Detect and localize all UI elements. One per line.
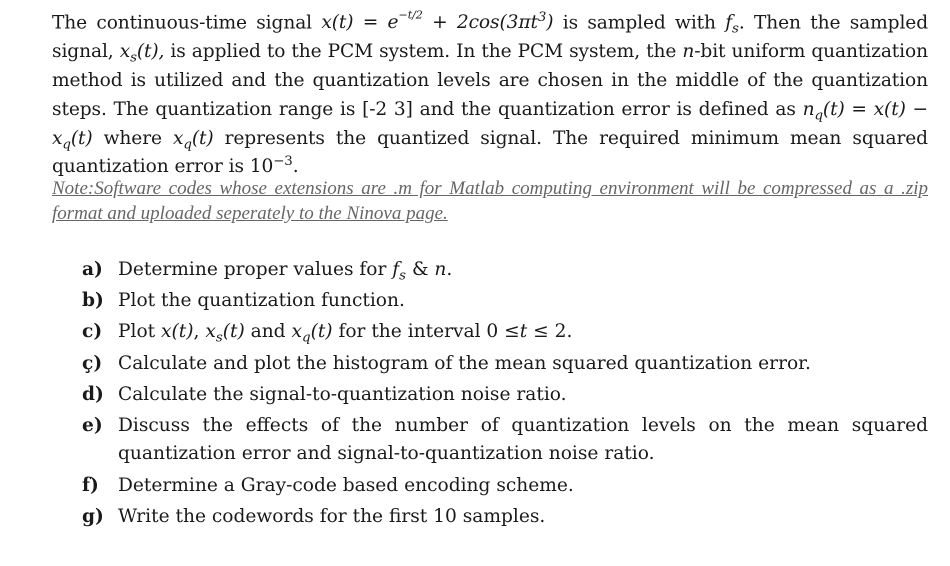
exponent-fraction: −t/2 (398, 9, 423, 22)
problem-statement (52, 2, 928, 182)
intro-text-5: -bit uniform quantization method is utilized and the quantization levels are chosen in the middle of the quantization steps. The quantization range is [-2 3] and the quantization error is defined as (52, 41, 928, 120)
task-list (82, 256, 928, 534)
task-a: a) Determine proper values for $f_s$ & n. (82, 256, 928, 284)
task-text: Calculate the signal-to-quantization noise ratio. (118, 383, 567, 405)
task-c: c) Plot x(t), $x_s(t)$ and $x_q(t)$ for the interval 0 ≤t ≤ 2. (82, 318, 928, 346)
n-symbol: n (682, 41, 695, 63)
task-marker: b) (82, 290, 104, 312)
task-marker: a) (82, 259, 103, 280)
intro-text-2: is sampled with (553, 12, 726, 34)
task-marker: f) (82, 474, 99, 496)
submission-note: Note:Software codes whose extensions are .m for Matlab computing environment will be compressed as a .zip format and uploaded seperately to the Ninova page. (52, 178, 928, 224)
task-marker: c) (82, 321, 103, 343)
task-marker: ç) (82, 352, 103, 374)
intro-text-4: is applied to the PCM system. In the PCM system, the (164, 41, 683, 63)
task-marker: d) (82, 383, 104, 405)
task-text: Calculate and plot the histogram of the mean squared quantization error. (118, 352, 811, 374)
intro-text-8: . (292, 156, 299, 178)
task-text: Plot the quantization function. (118, 290, 405, 312)
intro-text-3: . Then the sampled signal, (52, 12, 929, 63)
task-marker: e) (82, 415, 103, 437)
xq-symbol: $x_q(t)$ (172, 127, 214, 153)
task-text: Discuss the effects of the number of quantization levels on the mean squared quantization error and signal-to-quantization noise ratio. (118, 415, 928, 465)
task-d (82, 381, 928, 409)
intro-text-7: represents the quantized signal. The required minimum mean squared quantization error is (52, 127, 928, 178)
fs-symbol: $f_s$ (725, 12, 739, 38)
xs-symbol: $x_s(t)$, (119, 41, 165, 66)
intro-text-6: where (92, 127, 173, 149)
task-f (82, 472, 928, 500)
task-b (82, 287, 928, 315)
signal-equation: $x(t) = e^{-t/2} + 2\cos(3\pi t^3)$ (321, 9, 554, 34)
error-equation: $n_q(t) = x(t) - x_q(t)$ (52, 98, 928, 153)
task-text: Write the codewords for the first 10 samples. (118, 505, 546, 527)
task-c-cedilla (82, 350, 928, 378)
task-text: Determine a Gray-code based encoding scheme. (118, 474, 574, 496)
intro-text-1: The continuous-time signal (52, 12, 322, 34)
mse-value: $10^{-3}$ (249, 154, 293, 178)
task-e (82, 412, 928, 469)
task-g (82, 503, 928, 531)
task-marker: g) (82, 505, 104, 527)
